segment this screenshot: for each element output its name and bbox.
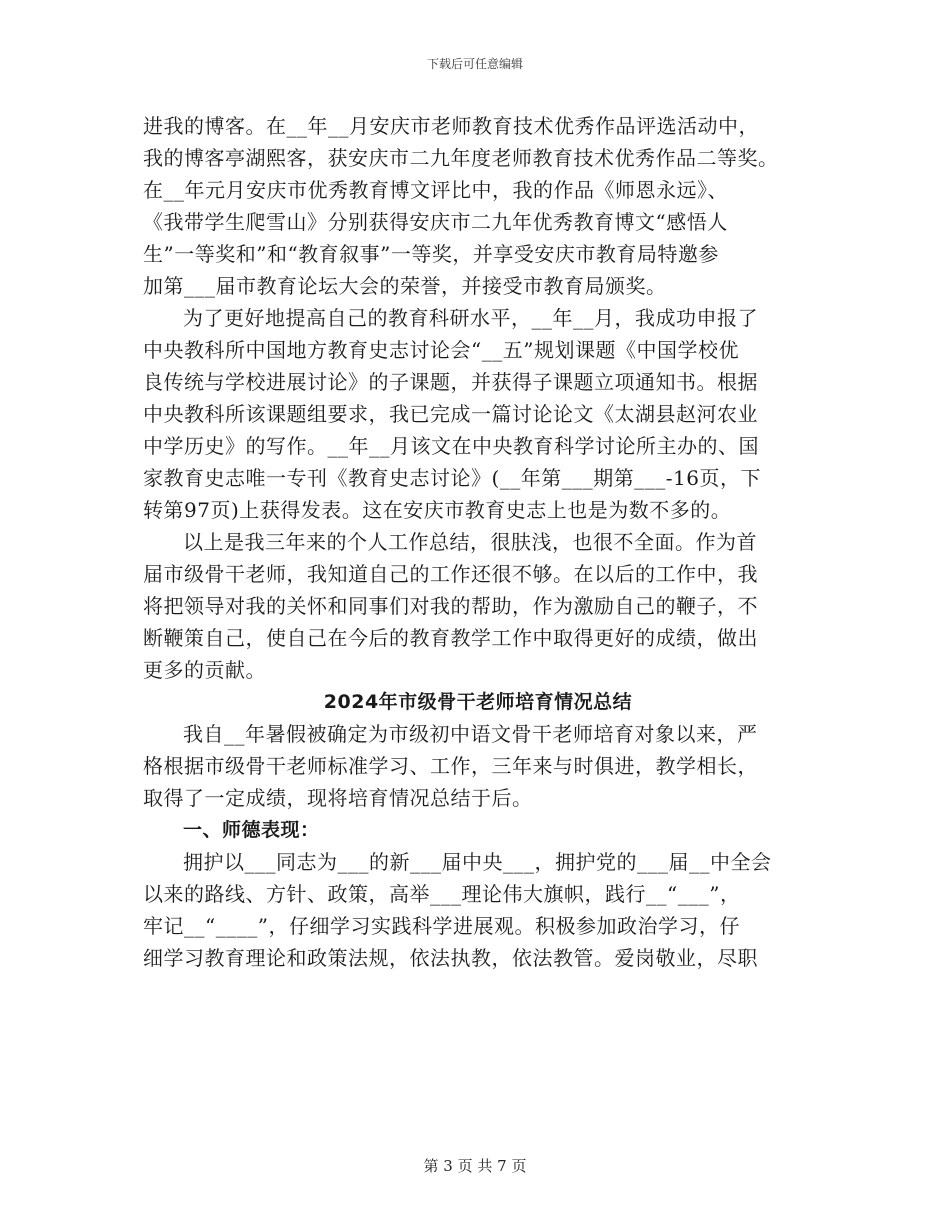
paragraph-line: 转第97页)上获得发表。这在安庆市教育史志上也是为数不多的。 [143,498,732,522]
paragraph-line: 加第___届市教育论坛大会的荣誉，并接受市教育局颁奖。 [143,274,667,298]
paragraph-line: 中央教科所中国地方教育史志讨论会“__五”规划课题《中国学校优 [143,338,739,362]
paragraph-line: 我的博客亭湖熙客，获安庆市二九年度老师教育技术优秀作品二等奖。 [143,146,779,170]
page-footer: 第 3 页 共 7 页 [423,1157,527,1175]
paragraph-line: 格根据市级骨干老师标准学习、工作，三年来与时俱进，教学相长， [143,754,758,778]
paragraph-line: 在__年元月安庆市优秀教育博文评比中，我的作品《师恩永远》、 [143,178,728,202]
paragraph-line: 细学习教育理论和政策法规，依法执教，依法教管。爱岗敬业，尽职 [143,946,758,970]
paragraph-line: 家教育史志唯一专刊《教育史志讨论》(__年第___期第___-16页，下 [143,466,762,490]
paragraph-line: 更多的贡献。 [143,658,266,682]
section-title: 2024年市级骨干老师培育情况总结 [323,691,633,713]
paragraph-line: 届市级骨干老师，我知道自己的工作还很不够。在以后的工作中，我 [143,562,758,586]
paragraph-line: 中央教科所该课题组要求，我已完成一篇讨论论文《太湖县赵河农业 [143,402,758,426]
paragraph-line: 生”一等奖和”和“教育叙事”一等奖，并享受安庆市教育局特邀参 [143,242,719,266]
document-body [143,110,813,974]
paragraph-line: 进我的博客。在__年__月安庆市老师教育技术优秀作品评选活动中， [143,114,759,138]
paragraph-line: 良传统与学校进展讨论》的子课题，并获得子课题立项通知书。根据 [143,370,758,394]
paragraph-line: 将把领导对我的关怀和同事们对我的帮助，作为激励自己的鞭子，不 [143,594,758,618]
paragraph-line: 拥护以___同志为___的新___届中央___，拥护党的___届__中全会 [183,850,772,874]
paragraph-line: 以上是我三年来的个人工作总结，很肤浅，也很不全面。作为首 [183,530,757,554]
page-header-note: 下载后可任意编辑 [426,57,523,71]
paragraph-line: 以来的路线、方针、政策，高举___理论伟大旗帜，践行__“___”， [143,882,741,906]
paragraph-line: 牢记__“____”，仔细学习实践科学进展观。积极参加政治学习，仔 [143,914,740,938]
paragraph-line: 《我带学生爬雪山》分别获得安庆市二九年优秀教育博文“感悟人 [143,210,728,234]
section-heading: 一、师德表现： [183,819,320,841]
paragraph-line: 取得了一定成绩，现将培育情况总结于后。 [143,786,533,810]
paragraph-line: 断鞭策自己，使自己在今后的教育教学工作中取得更好的成绩，做出 [143,626,758,650]
paragraph-line: 中学历史》的写作。__年__月该文在中央教育科学讨论所主办的、国 [143,434,759,458]
paragraph-line: 为了更好地提高自己的教育科研水平，__年__月，我成功申报了 [183,306,758,330]
paragraph-line: 我自__年暑假被确定为市级初中语文骨干老师培育对象以来，严 [183,722,758,746]
